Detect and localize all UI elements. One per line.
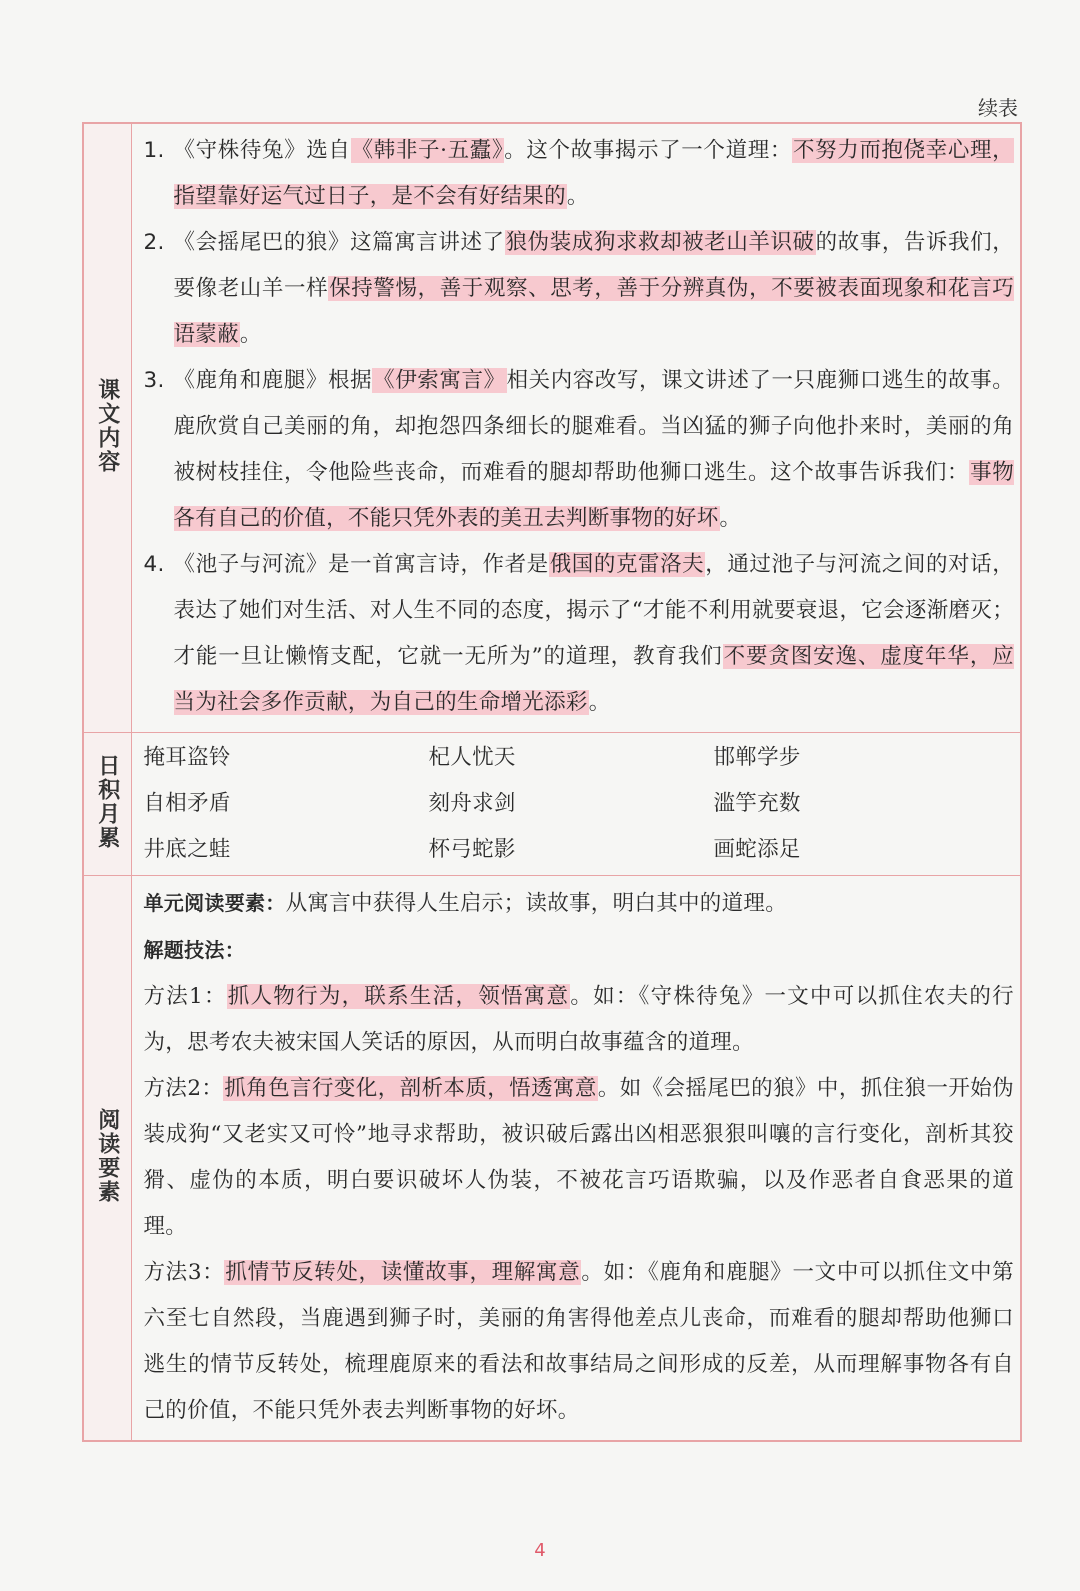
element-title: 单元阅读要素：	[143, 891, 286, 915]
method-paragraph	[144, 1250, 1015, 1434]
idiom: 自相矛盾	[143, 791, 231, 816]
text-span: 的故事，告诉我们，要像老山羊一样	[173, 230, 1014, 301]
lesson-section-label: 课文内容	[94, 378, 120, 474]
idiom: 杯弓蛇影	[428, 837, 516, 862]
reading-element	[144, 880, 1015, 927]
text-span: 。这个故事揭示了一个道理：	[504, 138, 792, 163]
accumulate-side-cell	[83, 733, 131, 876]
idiom: 杞人忧天	[428, 745, 516, 770]
highlight: 《韩非子·五蠹》	[351, 138, 504, 163]
accumulate-section-label: 日积月累	[94, 754, 120, 850]
element-text: 从寓言中获得人生启示；读故事，明白其中的道理。	[285, 891, 788, 916]
idiom: 滥竽充数	[713, 791, 801, 816]
lesson-row	[83, 123, 1021, 733]
lesson-item	[144, 128, 1015, 220]
method-paragraph	[144, 974, 1015, 1066]
lesson-content	[131, 123, 1021, 733]
page-number: 4	[534, 1540, 546, 1561]
highlight: 俄国的克雷洛夫	[549, 552, 705, 577]
idiom: 掩耳盗铃	[143, 745, 231, 770]
text-span: 。	[239, 322, 262, 347]
reading-content	[131, 876, 1021, 1442]
highlight: 保持警惕，善于观察、思考，善于分辨真伪，不要被表面现象和花言巧语蒙蔽	[173, 276, 1014, 347]
lesson-item	[144, 358, 1015, 542]
item-number: 1.	[143, 138, 165, 163]
highlight: 抓人物行为，联系生活，领悟寓意	[227, 984, 570, 1009]
item-text	[174, 358, 1015, 542]
text-span: 《守株待兔》选自	[173, 138, 351, 163]
item-text	[174, 220, 1015, 358]
text-span: 。	[719, 506, 742, 531]
highlight: 《伊索寓言》	[373, 368, 506, 393]
text-span: 。如：《守株待兔》一文中可以抓住农夫的行为，思考农夫被宋国人笑话的原因，从而明白故事蕴含的道理。	[143, 984, 1014, 1055]
item-text	[174, 542, 1015, 726]
text-span: 《会摇尾巴的狼》这篇寓言讲述了	[173, 230, 505, 255]
lesson-item	[144, 542, 1015, 726]
text-span: 相关内容改写，课文讲述了一只鹿狮口逃生的故事。鹿欣赏自己美丽的角，却抱怨四条细长的腿难看。当凶猛的狮子向他扑来时，美丽的角被树枝挂住，令他险些丧命，而难看的腿却帮助他狮口逃生。这个故事告诉我们：	[173, 368, 1014, 485]
idiom: 邯郸学步	[713, 745, 801, 770]
text-span: 。如《会摇尾巴的狼》中，抓住狼一开始伪装成狗“又老实又可怜”地寻求帮助，被识破后露出凶相恶狠狠叫嚷的言行变化，剖析其狡猾、虚伪的本质，明白要识破坏人伪装，不被花言巧语欺骗，以及作恶者自食恶果的道理。	[143, 1076, 1014, 1239]
text-span: 。如：《鹿角和鹿腿》一文中可以抓住文中第六至七自然段，当鹿遇到狮子时，美丽的角害得他差点儿丧命，而难看的腿却帮助他狮口逃生的情节反转处，梳理鹿原来的看法和故事结局之间形成的反差，从而理解事物各有自己的价值，不能只凭外表去判断事物的好坏。	[143, 1260, 1014, 1423]
text-span: 。	[566, 184, 589, 209]
text-span: ，通过池子与河流之间的对话，表达了她们对生活、对人生不同的态度，揭示了“才能不利用就要衰退，它会逐渐磨灭；才能一旦让懒惰支配，它就一无所为”的道理，教育我们	[173, 552, 1014, 669]
item-number: 2.	[143, 230, 165, 255]
text-span: 《池子与河流》是一首寓言诗，作者是	[173, 552, 549, 577]
method-label: 方法1：	[143, 984, 227, 1009]
text-span: 《鹿角和鹿腿》根据	[173, 368, 373, 393]
item-number: 3.	[143, 368, 165, 393]
idiom: 井底之蛙	[143, 837, 231, 862]
idiom-grid	[144, 735, 1015, 873]
highlight: 事物各有自己的价值，不能只凭外表的美丑去判断事物的好坏	[173, 460, 1014, 531]
method-label: 方法3：	[143, 1260, 225, 1285]
highlight: 狼伪装成狗求救却被老山羊识破	[505, 230, 815, 255]
idiom: 画蛇添足	[713, 837, 801, 862]
lesson-item	[144, 220, 1015, 358]
item-text	[174, 128, 1015, 220]
tips-title-line	[144, 927, 1015, 974]
lesson-side-cell	[83, 123, 131, 733]
item-number: 4.	[143, 552, 165, 577]
idiom: 刻舟求剑	[428, 791, 516, 816]
method-paragraph	[144, 1066, 1015, 1250]
accumulate-content	[131, 733, 1021, 876]
reading-side-cell	[83, 876, 131, 1442]
reading-row	[83, 876, 1021, 1442]
text-span: 。	[588, 690, 611, 715]
method-label: 方法2：	[143, 1076, 224, 1101]
highlight: 不要贪图安逸、虚度年华，应当为社会多作贡献，为自己的生命增光添彩	[173, 644, 1014, 715]
accumulate-row	[83, 733, 1021, 876]
reading-section-label: 阅读要素	[94, 1108, 120, 1204]
tips-title: 解题技法：	[143, 938, 245, 962]
highlight: 抓角色言行变化，剖析本质，悟透寓意	[224, 1076, 597, 1101]
highlight: 抓情节反转处，读懂故事，理解寓意	[225, 1260, 581, 1285]
summary-table	[82, 122, 1022, 1442]
highlight: 不努力而抱侥幸心理，指望靠好运气过日子，是不会有好结果的	[173, 138, 1014, 209]
continue-label: 续表	[978, 96, 1018, 120]
